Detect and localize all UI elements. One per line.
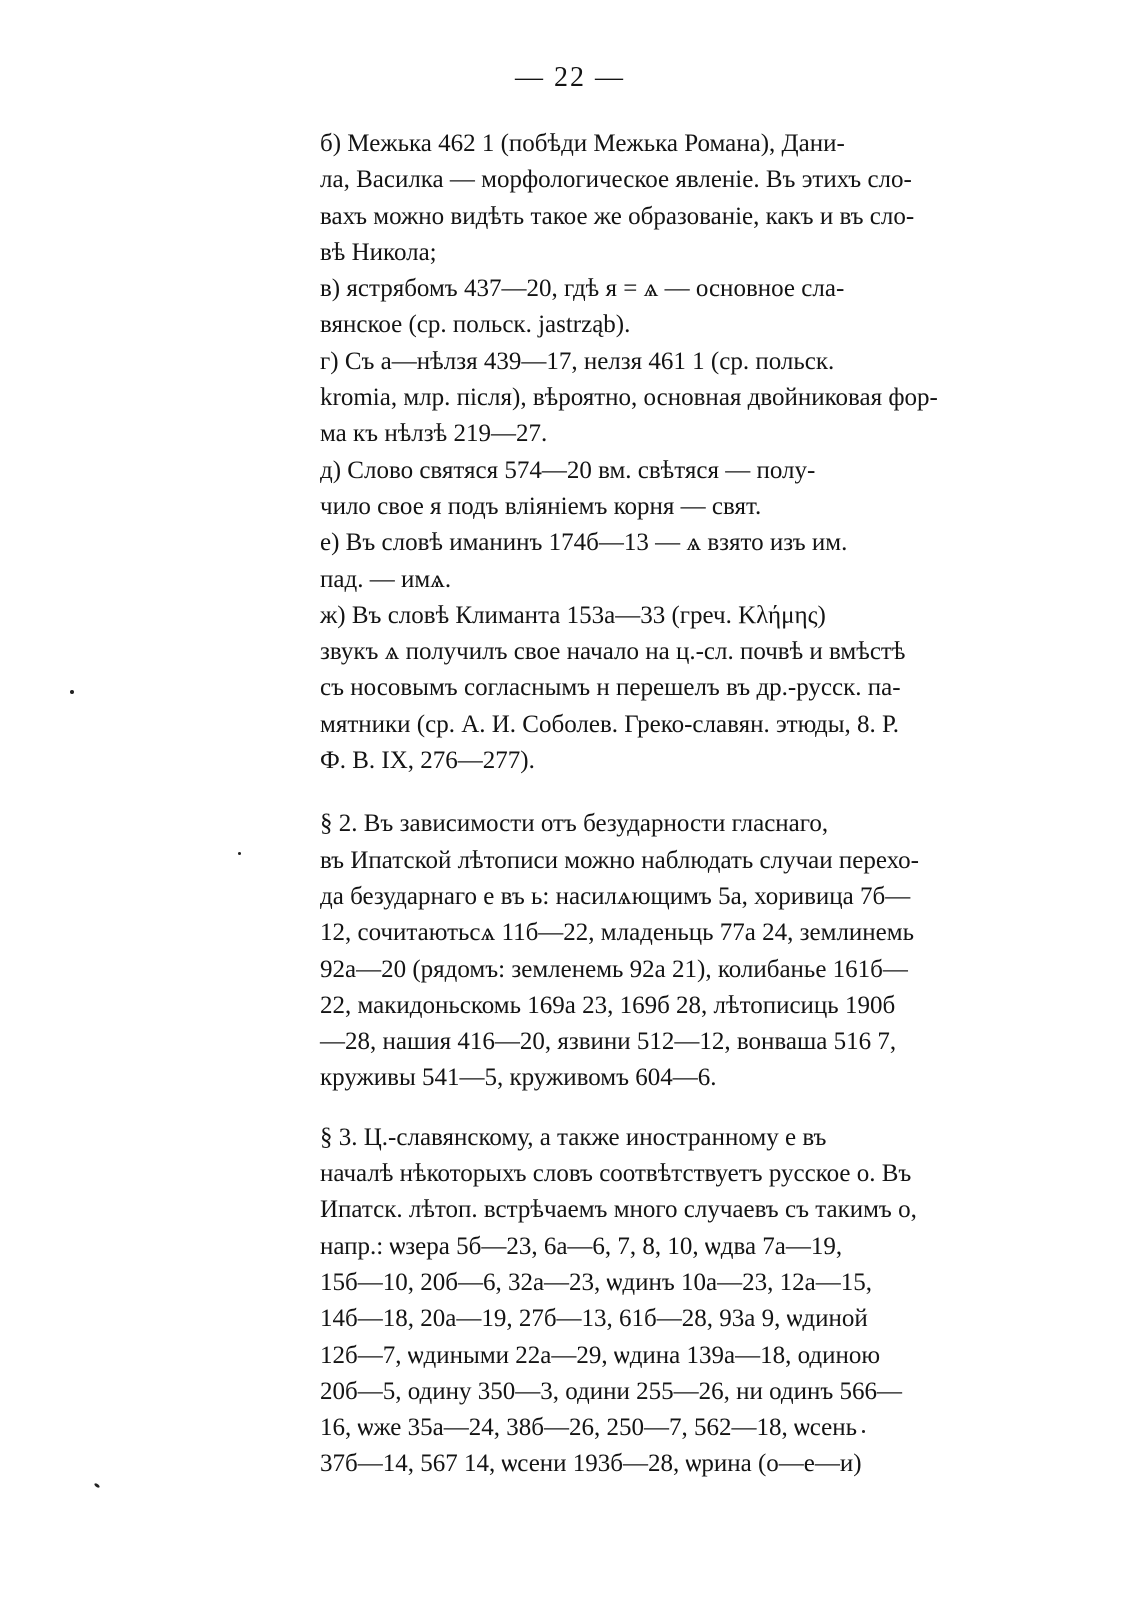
text-line: вѣ Никола; bbox=[320, 238, 437, 266]
paragraph-item-v bbox=[262, 271, 1000, 344]
scan-speck bbox=[70, 690, 74, 694]
paragraph-item-zh bbox=[262, 598, 1000, 779]
text-line: б) Межька 462 1 (побѣди Межька Романа), Дани- bbox=[320, 130, 845, 157]
text-line: ж) Въ словѣ Климанта 153а—33 (греч. Κλήμης) bbox=[320, 601, 826, 629]
text-line: въ Ипатской лѣтописи можно наблюдать случаи перехо- bbox=[320, 846, 919, 874]
text-line: 16, ѡже 35а—24, 38б—26, 250—7, 562—18, ѡсень bbox=[320, 1414, 858, 1442]
text-line: съ носовымъ согласнымъ н перешелъ въ др.-русск. па- bbox=[320, 674, 901, 702]
text-line: kromia, млр. після), вѣроятно, основная двойниковая фор- bbox=[320, 384, 938, 412]
text-line: 92а—20 (рядомъ: земленемь 92а 21), колибанье 161б— bbox=[320, 955, 908, 983]
text-line: в) ястрябомъ 437—20, гдѣ я = ѧ — основное сла- bbox=[320, 275, 845, 303]
paragraph-item-e bbox=[262, 525, 1000, 598]
text-line: вахъ можно видѣть такое же образованіе, какъ и въ сло- bbox=[320, 202, 915, 230]
text-line: 14б—18, 20а—19, 27б—13, 61б—28, 93а 9, ѡдиной bbox=[320, 1305, 868, 1333]
text-line: —28, нашия 416—20, язвини 512—12, вонваша 516 7, bbox=[320, 1028, 897, 1056]
text-line: Ипатск. лѣтоп. встрѣчаемъ много случаевъ съ такимъ о, bbox=[320, 1196, 917, 1224]
text-line: мятники (ср. А. И. Соболев. Греко-славян. этюды, 8. Р. bbox=[320, 710, 900, 738]
text-line: г) Съ а—нѣлзя 439—17, нелзя 461 1 (ср. польск. bbox=[320, 347, 835, 375]
text-line: 22, макидоньскомь 169а 23, 169б 28, лѣтописиць 190б bbox=[320, 991, 896, 1019]
text-line: ма къ нѣлзѣ 219—27. bbox=[320, 420, 548, 448]
text-line: началѣ нѣкоторыхъ словъ соотвѣтствуетъ русское о. Въ bbox=[320, 1160, 912, 1188]
text-line: круживы 541—5, круживомъ 604—6. bbox=[320, 1064, 717, 1092]
text-line: 12б—7, ѡдиными 22а—29, ѡдина 139а—18, одиною bbox=[320, 1341, 881, 1369]
text-line: Ф. В. IX, 276—277). bbox=[320, 747, 535, 775]
text-line: § 2. Въ зависимости отъ безударности гласнаго, bbox=[320, 810, 829, 838]
text-line: ла, Василка — морфологическое явленіе. Въ этихъ сло- bbox=[320, 166, 912, 194]
text-line: чило свое я подъ вліяніемъ корня — свят. bbox=[320, 492, 762, 520]
text-line: е) Въ словѣ иманинъ 174б—13 — ѧ взято изъ им. bbox=[320, 529, 848, 557]
text-line: § 3. Ц.-славянскому, а также иностранному е въ bbox=[320, 1123, 827, 1151]
text-line: д) Слово святяся 574—20 вм. свѣтяся — полу- bbox=[320, 456, 816, 484]
paragraph-item-b bbox=[262, 126, 1000, 271]
text-line: 15б—10, 20б—6, 32а—23, ѡдинъ 10а—23, 12а—15, bbox=[320, 1268, 872, 1296]
text-line: да безударнаго е въ ь: насилѧющимъ 5а, хоривица 7б— bbox=[320, 882, 911, 910]
section-2 bbox=[262, 806, 1000, 1096]
text-line: 20б—5, одину 350—3, одини 255—26, ни одинъ 566— bbox=[320, 1377, 903, 1405]
page-number: — 22 — bbox=[515, 62, 625, 93]
paragraph-item-d bbox=[262, 453, 1000, 526]
text-line: вянское (ср. польск. jastrząb). bbox=[320, 311, 631, 339]
text-line: звукъ ѧ получилъ свое начало на ц.-сл. почвѣ и вмѣстѣ bbox=[320, 638, 906, 666]
scan-speck bbox=[94, 1483, 101, 1489]
text-line: 12, сочитаютьсѧ 11б—22, младеньць 77а 24, землинемь bbox=[320, 919, 914, 947]
scan-speck bbox=[238, 852, 241, 855]
text-line: пад. — имѧ. bbox=[320, 565, 452, 593]
text-line: 37б—14, 567 14, ѡсени 193б—28, ѡрина (о—е—и) bbox=[320, 1450, 862, 1478]
paragraph-item-g bbox=[262, 344, 1000, 453]
body-text bbox=[262, 126, 1000, 1483]
text-line: напр.: ѡзера 5б—23, 6а—6, 7, 8, 10, ѡдва 7а—19, bbox=[320, 1232, 843, 1260]
section-3 bbox=[262, 1120, 1000, 1483]
scan-speck bbox=[862, 1430, 865, 1433]
